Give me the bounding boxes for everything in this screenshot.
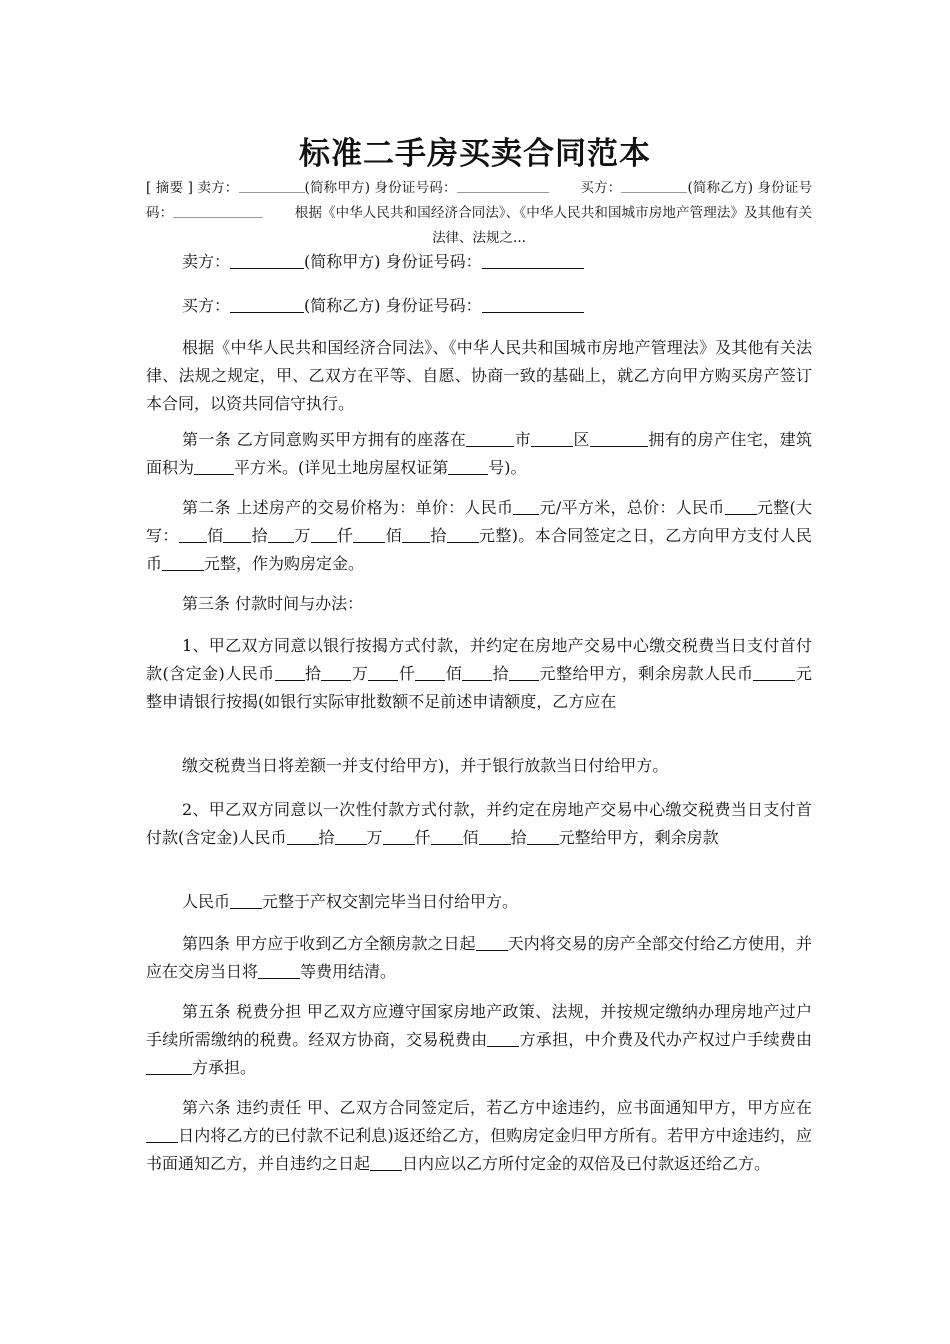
summary-buyer-note: (简称乙方) <box>687 180 753 196</box>
clause-text: 等费用结清。 <box>300 962 397 981</box>
clause-text: 区 <box>573 430 590 449</box>
blank <box>527 828 559 845</box>
blank <box>311 526 337 543</box>
summary-tag: [ 摘要 ] <box>146 180 193 196</box>
clause-text: 人民币 <box>182 892 231 911</box>
clause-text: 元整给甲方，剩余房款 <box>558 828 719 847</box>
blank <box>531 430 573 447</box>
blank <box>146 1126 178 1143</box>
blank <box>146 1058 192 1075</box>
blank <box>476 934 508 951</box>
blank <box>457 180 549 193</box>
clause-text: 佰 <box>206 526 224 545</box>
blank <box>462 664 492 681</box>
summary-basis: 根据《中华人民共和国经济合同法》、《中华人民共和国城市房地产管理法》及其他有关法律、法规之... <box>294 205 813 246</box>
article-1 <box>146 426 812 482</box>
payment-method-1 <box>146 632 812 716</box>
clause-text: 元整)。本合同签定之日，乙方向甲方支付人民币 <box>146 526 812 573</box>
clause-text: 拾 <box>510 828 527 847</box>
blank <box>239 180 305 193</box>
article-5 <box>146 998 812 1082</box>
blank <box>725 498 757 515</box>
clause-text: 元整于产权交割完毕当日付给甲方。 <box>262 892 519 911</box>
article-6 <box>146 1094 812 1178</box>
blank <box>268 526 294 543</box>
clause-text: 方承担，中介费及代办产权过户手续费由 <box>519 1030 812 1049</box>
clause-text: 第一条 乙方同意购买甲方拥有的座落在 <box>182 430 467 449</box>
clause-text: 万 <box>294 526 311 545</box>
article-4 <box>146 930 812 986</box>
summary-seller-label: 卖方： <box>197 180 239 196</box>
clause-text: 市 <box>514 430 532 449</box>
blank <box>321 664 351 681</box>
clause-text: 佰 <box>445 664 463 683</box>
clause-text: 万 <box>351 664 369 683</box>
clause-text: 第六条 违约责任 甲、乙双方合同签定后，若乙方中途违约，应书面通知甲方，甲方应在 <box>182 1098 812 1117</box>
intro-paragraph: 根据《中华人民共和国经济合同法》、《中华人民共和国城市房地产管理法》及其他有关法律、法规之规定，甲、乙双方在平等、自愿、协商一致的基础上，就乙方向甲方购买房产签订本合同，以资共同信守执行。 <box>146 338 812 413</box>
blank <box>162 554 204 571</box>
clause-text: 第五条 税费分担 甲乙双方应遵守国家房地产政策、法规，并按规定缴纳办理房地产过户手续所需缴纳的税费。经双方协商，交易税费由 <box>146 1002 812 1049</box>
clause-text: (简称甲方) 身份证号码： <box>304 252 482 271</box>
document-title: 标准二手房买卖合同范本 <box>299 136 651 172</box>
blank <box>479 828 511 845</box>
blank <box>368 664 398 681</box>
clause-text: 平方米。(详见土地房屋权证第 <box>234 458 449 477</box>
clause-text: 第二条 上述房产的交易价格为：单价：人民币 <box>182 498 514 517</box>
clause-text: 万 <box>366 828 383 847</box>
blank <box>509 664 539 681</box>
blank <box>370 1154 402 1171</box>
blank <box>353 526 385 543</box>
clause-text: 2、甲乙双方同意以一次性付款方式付款，并约定在房地产交易中心缴交税费当日支付首付款(含定金)人民币 <box>146 800 812 847</box>
clause-text: 元整给甲方，剩余房款人民币 <box>539 664 754 683</box>
blank <box>179 526 207 543</box>
seller-line <box>146 248 812 276</box>
payment-method-2 <box>146 796 812 852</box>
blank <box>287 828 319 845</box>
blank <box>621 180 687 193</box>
article-3: 第三条 付款时间与办法： <box>182 594 364 613</box>
blank <box>230 892 262 909</box>
buyer-line <box>146 292 812 320</box>
clause-text: 拥有的房产住宅，建筑面积为 <box>146 430 812 477</box>
clause-text: 仟 <box>398 664 416 683</box>
blank <box>753 664 795 681</box>
clause-text: 拾 <box>304 664 322 683</box>
summary <box>146 176 812 251</box>
blank <box>258 962 300 979</box>
clause-text: 拾 <box>492 664 510 683</box>
clause-text: 仟 <box>336 526 354 545</box>
clause-text: 日内应以乙方所付定金的双倍及已付款返还给乙方。 <box>402 1154 771 1173</box>
clause-text: 买方： <box>182 296 231 315</box>
blank <box>335 828 367 845</box>
blank <box>415 664 445 681</box>
blank <box>447 526 479 543</box>
clause-text: 元整申请银行按揭(如银行实际审批数额不足前述申请额度，乙方应在 <box>146 664 812 711</box>
clause-text: 第四条 甲方应于收到乙方全额房款之日起 <box>182 934 476 953</box>
clause-text: 天内将交易的房产全部交付给乙方使用，并应在交房当日将 <box>146 934 812 981</box>
blank <box>230 252 304 269</box>
clause-text: 拾 <box>251 526 269 545</box>
summary-seller-note: (简称甲方) <box>304 180 371 196</box>
blank <box>487 1030 519 1047</box>
clause-text: 号)。 <box>488 458 527 477</box>
blank <box>173 205 263 218</box>
clause-text: 拾 <box>318 828 335 847</box>
payment-method-2-cont <box>146 888 812 916</box>
summary-buyer-label: 买方： <box>580 180 622 196</box>
blank <box>402 526 430 543</box>
blank <box>466 430 514 447</box>
clause-text: 元整，作为购房定金。 <box>204 554 365 573</box>
blank <box>448 458 488 475</box>
blank <box>223 526 251 543</box>
blank <box>194 458 234 475</box>
clause-text: 卖方： <box>182 252 231 271</box>
summary-id-label: 身份证号码： <box>374 180 457 196</box>
summary-id-label: 身份证号码： <box>146 180 813 221</box>
clause-text: 佰 <box>385 526 403 545</box>
clause-text: 方承担。 <box>192 1058 257 1077</box>
clause-text: (简称乙方) 身份证号码： <box>304 296 482 315</box>
clause-text: 日内将乙方的已付款不记利息)返还给乙方，但购房定金归甲方所有。若甲方中途违约，应书面通知乙方，并自违约之日起 <box>146 1126 812 1173</box>
article-2 <box>146 494 812 578</box>
blank <box>590 430 648 447</box>
clause-text: 拾 <box>430 526 447 545</box>
blank <box>431 828 463 845</box>
blank <box>482 296 584 313</box>
clause-text: 元/平方米，总价：人民币 <box>539 498 725 517</box>
blank <box>383 828 415 845</box>
blank <box>230 296 304 313</box>
clause-text: 1、甲乙双方同意以银行按揭方式付款，并约定在房地产交易中心缴交税费当日支付首付款(含定金)人民币 <box>146 636 812 683</box>
blank <box>275 664 305 681</box>
clause-text: 佰 <box>462 828 479 847</box>
payment-method-1-cont: 缴交税费当日将差额一并支付给甲方)，并于银行放款当日付给甲方。 <box>182 756 669 775</box>
clause-text: 元整(大写： <box>146 498 812 545</box>
blank <box>513 498 539 515</box>
clause-text: 仟 <box>414 828 431 847</box>
blank <box>482 252 584 269</box>
